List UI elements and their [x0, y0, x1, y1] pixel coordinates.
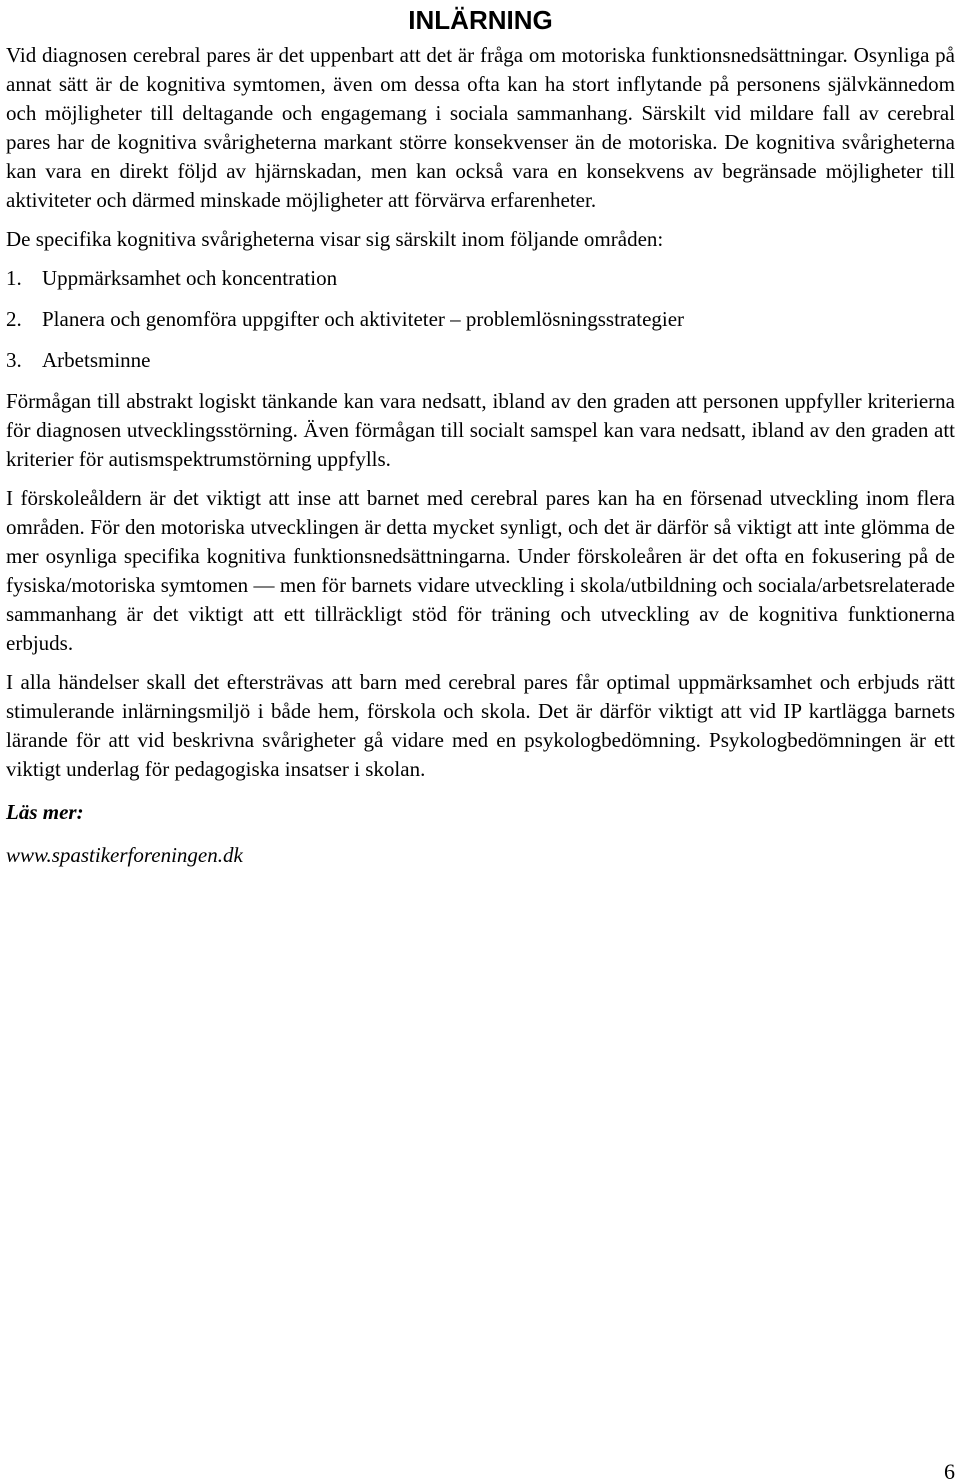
- list-item-number: 3.: [6, 348, 22, 372]
- list-item-text: Uppmärksamhet och koncentration: [42, 266, 338, 290]
- cognitive-areas-list: [6, 264, 955, 375]
- paragraph-intro: Vid diagnosen cerebral pares är det uppenbart att det är fråga om motoriska funktionsnedsättningar. Osynliga på annat sätt är de kognitiva symtomen, även om dessa ofta kan ha stort inflytande på personens självkännedom och möjligheter till deltagande och engagemang i sociala sammanhang. Särskilt vid mildare fall av cerebral pares har de kognitiva svårigheterna markant större konsekvenser än de motoriska. De kognitiva svårigheterna kan vara en direkt följd av hjärnskadan, men kan också vara en konsekvens av begränsade möjligheter till aktiviteter och därmed minskade möjligheter att förvärva erfarenheter.: [6, 43, 955, 212]
- list-item: [6, 346, 955, 375]
- list-item-text: Planera och genomföra uppgifter och aktiviteter – problemlösningsstrategier: [42, 307, 685, 331]
- paragraph-preschool: I förskoleåldern är det viktigt att inse att barnet med cerebral pares kan ha en försenad utveckling inom flera områden. För den motoriska utvecklingen är detta mycket synligt, och det är därför så viktigt att inte glömma de mer osynliga specifika kognitiva funktionsnedsättningarna. Under förskoleåren är det ofta en fokusering på de fysiska/motoriska symtomen — men för barnets vidare utveckling i skola/utbildning och sociala/arbetsrelaterade sammanhang är det viktigt att ett tillräckligt stöd för träning och utveckling av de kognitiva funktionerna erbjuds.: [6, 486, 955, 655]
- read-more-label: Läs mer:: [6, 800, 84, 824]
- page-title: INLÄRNING: [408, 5, 553, 35]
- website-link[interactable]: www.spastikerforeningen.dk: [6, 843, 243, 867]
- paragraph-abstract-thinking: Förmågan till abstrakt logiskt tänkande kan vara nedsatt, ibland av den graden att personen uppfyller kriterierna för diagnosen utvecklingsstörning. Även förmågan till socialt samspel kan vara nedsatt, ibland av den graden att kriterier för autismspektrumstörning uppfylls.: [6, 389, 955, 471]
- list-item: [6, 305, 955, 334]
- paragraph-environment: I alla händelser skall det eftersträvas att barn med cerebral pares får optimal uppmärksamhet och erbjuds rätt stimulerande inlärningsmiljö i både hem, förskola och skola. Det är därför viktigt att vid IP kartlägga barnets lärande för att vid beskrivna svårigheter gå vidare med en psykologbedömning. Psykologbedömningen är ett viktigt underlag för pedagogiska insatser i skolan.: [6, 670, 955, 781]
- document-page: [6, 0, 955, 870]
- list-item-number: 2.: [6, 307, 22, 331]
- read-more-heading: [6, 798, 955, 827]
- paragraph-areas-intro: De specifika kognitiva svårigheterna visar sig särskilt inom följande områden:: [6, 227, 664, 251]
- list-item-number: 1.: [6, 266, 22, 290]
- page-number: 6: [944, 1459, 955, 1484]
- list-item-text: Arbetsminne: [42, 348, 151, 372]
- list-item: [6, 264, 955, 293]
